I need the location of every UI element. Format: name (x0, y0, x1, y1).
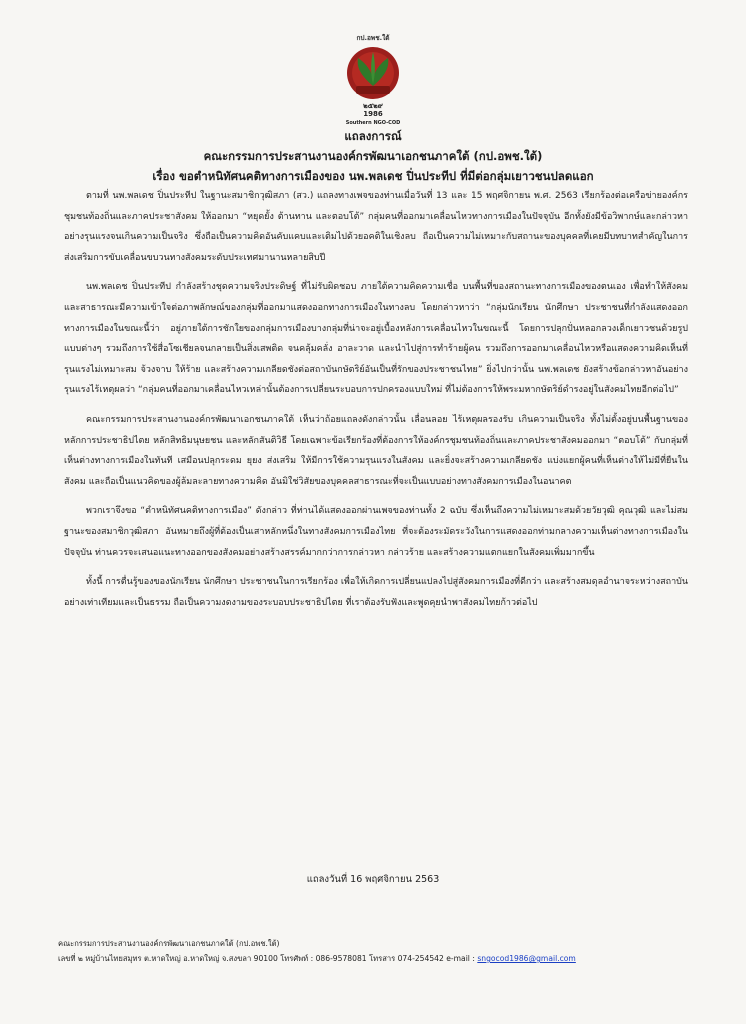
logo-emblem-icon (328, 28, 418, 128)
organization-title: คณะกรรมการประสานงานองค์กรพัฒนาเอกชนภาคใต้ (กป.อพช.ใต้) (203, 149, 543, 163)
subject-title: เรื่อง ขอตำหนิทัศนคติทางการเมืองของ นพ.พลเดช ปิ่นประทีป ที่มีต่อกลุ่มเยาวชนปลดแอก (152, 169, 594, 183)
logo-year: 1986 (363, 110, 383, 118)
logo-thai-year: ๒๕๒๙ (363, 102, 383, 110)
footer-contact (58, 951, 698, 966)
statement-body (64, 186, 688, 622)
paragraph: ทั้งนี้ การตื่นรู้ของของนักเรียน นักศึกษา ประชาชนในการเรียกร้อง เพื่อให้เกิดการเปลี่ยนแปลงไปสู่สังคมการเมืองที่ดีกว่า และสร้างสมดุลอำนาจระหว่างสถาบันอย่างเท่าเทียมและเป็นธรรม ถือเป็นความงดงามของระบอบประชาธิปไตย ที่เราต้องรับฟังและพูดคุยนำพาสังคมไทยก้าวต่อไป (64, 577, 688, 608)
footer (58, 936, 698, 966)
paragraph: นพ.พลเดช ปิ่นประทีป กำลังสร้างชุดความจริงประดิษฐ์ ที่ไม่รับผิดชอบ ภายใต้ความคิดความเชื่อ บนพื้นที่ของสถานะทางการเมืองของตนเอง เพื่อทำให้สังคมและสาธารณะมีความเข้าใจต่อภาพลักษณ์ของกลุ่มที่ออกมาแสดงออกทางการเมืองในทางลบ โดยกล่าวหาว่า “กลุ่มนักเรียน นักศึกษา ประชาชนที่กำลังแสดงออกทางการเมืองในขณะนี้ว่า อยู่ภายใต้การชักใยของกลุ่มการเมืองบางกลุ่มที่น่าจะอยู่เบื้องหลังการเคลื่อนไหวในขณะนี้ โดยการปลุกปั่นหลอกลวงเด็กเยาวชนด้วยรูปแบบต่างๆ รวมถึงการใช้สื่อโซเชียลจนกลายเป็นสิ่งเสพติด จนคลุ้มคลั่ง อาละวาด และนำไปสู่การทำร้ายผู้คน รวมถึงการออกมาเคลื่อนไหวหรือแสดงความคิดเห็นที่รุนแรงไม่เหมาะสม จ้วงจาบ ให้ร้าย และสร้างความเกลียดชังต่อสถาบันกษัตริย์อันเป็นที่รักของประชาชนไทย” ยิ่งไปกว่านั้น นพ.พลเดช ยังสร้างข้อกล่าวหาอันอย่างรุนแรงไร้เหตุผลว่า “กลุ่มคนที่ออกมาเคลื่อนไหวเหล่านั้นต้องการเปลี่ยนระบอบการปกครองแบบใหม่ ที่ไม่ต้องการให้พระมหากษัตริย์ดำรงอยู่ในสังคมไทยอีกต่อไป” (64, 282, 688, 396)
footer-email-link[interactable]: sngocod1986@gmail.com (477, 954, 576, 963)
footer-org-line: คณะกรรมการประสานงานองค์กรพัฒนาเอกชนภาคใต้ (กป.อพช.ใต้) (58, 939, 280, 948)
organization-logo (328, 28, 418, 128)
title-block (60, 126, 686, 186)
footer-address: เลขที่ ๒ หมู่บ้านไทยสมุทร ต.หาดใหญ่ อ.หาดใหญ่ จ.สงขลา 90100 โทรศัพท์ : 086-9578081 โทรสาร 074-254542 e-mail : (58, 954, 478, 963)
paragraph: พวกเราจึงขอ “ตำหนิทัศนคติทางการเมือง” ดังกล่าว ที่ท่านได้แสดงออกผ่านเพจของท่านทั้ง 2 ฉบับ ซึ่งเห็นถึงความไม่เหมาะสมด้วยวัยวุฒิ คุณวุฒิ และไม่สมฐานะของสมาชิกวุฒิสภา อันหมายถึงผู้ที่ต้องเป็นเสาหลักหนึ่งในทางสังคมการเมืองไทย ที่จะต้องระมัดระวังในการแสดงออกท่ามกลางความเห็นต่างทางการเมืองในปัจจุบัน ท่านควรจะเสนอแนะทางออกของสังคมอย่างสร้างสรรค์มากกว่าการกล่าวหา กล่าวร้าย และสร้างความแตกแยกในสังคมเพิ่มมากขึ้น (64, 506, 688, 558)
logo-caption: Southern NGO-COD (345, 120, 401, 126)
paragraph: คณะกรรมการประสานงานองค์กรพัฒนาเอกชนภาคใต้ เห็นว่าถ้อยแถลงดังกล่าวนั้น เลื่อนลอย ไร้เหตุผลรองรับ เกินความเป็นจริง ทั้งไม่ตั้งอยู่บนพื้นฐานของหลักการประชาธิปไตย หลักสิทธิมนุษยชน และหลักสันติวิธี โดยเฉพาะข้อเรียกร้องที่ต้องการให้องค์กรชุมชนท้องถิ่นและภาคประชาสังคมออกมา “ตอบโต้” กับกลุ่มที่เห็นต่างทางการเมืองในทันที เสมือนปลุกระดม ยุยง ส่งเสริม ให้มีการใช้ความรุนแรงในสังคม และยิ่งจะสร้างความเกลียดชัง แบ่งแยกผู้คนที่เห็นต่างให้ไม่มีที่ยืนในสังคม และถือเป็นแนวคิดของผู้ล้มละลายทางความคิด อันมิใช่วิสัยของบุคคลสาธารณะที่จะเป็นแบบอย่างทางสังคมการเมืองในอนาคต (64, 414, 688, 487)
document-type-title: แถลงการณ์ (344, 129, 402, 143)
logo-base (356, 86, 390, 94)
date-line: แถลงวันที่ 16 พฤศจิกายน 2563 (306, 874, 440, 885)
logo-org-abbr: กป.อพช.ใต้ (356, 34, 390, 42)
paragraph: ตามที่ นพ.พลเดช ปิ่นประทีป ในฐานะสมาชิกวุฒิสภา (สว.) แถลงทางเพจของท่านเมื่อวันที่ 13 และ 15 พฤศจิกายน พ.ศ. 2563 เรียกร้องต่อเครือข่ายองค์กรชุมชนท้องถิ่นและภาคประชาสังคม ให้ออกมา “หยุดยั้ง ต้านทาน และตอบโต้” กลุ่มคนที่ออกมาเคลื่อนไหวทางการเมืองในปัจจุบัน อีกทั้งยังมีข้อวิพากษ์และกล่าวหาอย่างรุนแรงจนเกินความเป็นจริง ซึ่งถือเป็นความคิดอันคับแคบและเติมไปด้วยอคติในเชิงลบ ถือเป็นความไม่เหมาะกับสถานะของบุคคลที่เคยมีบทบาทสำคัญในการส่งเสริมการขับเคลื่อนขบวนทางสังคมระดับประเทศมานานหลายสิบปี (64, 191, 688, 263)
